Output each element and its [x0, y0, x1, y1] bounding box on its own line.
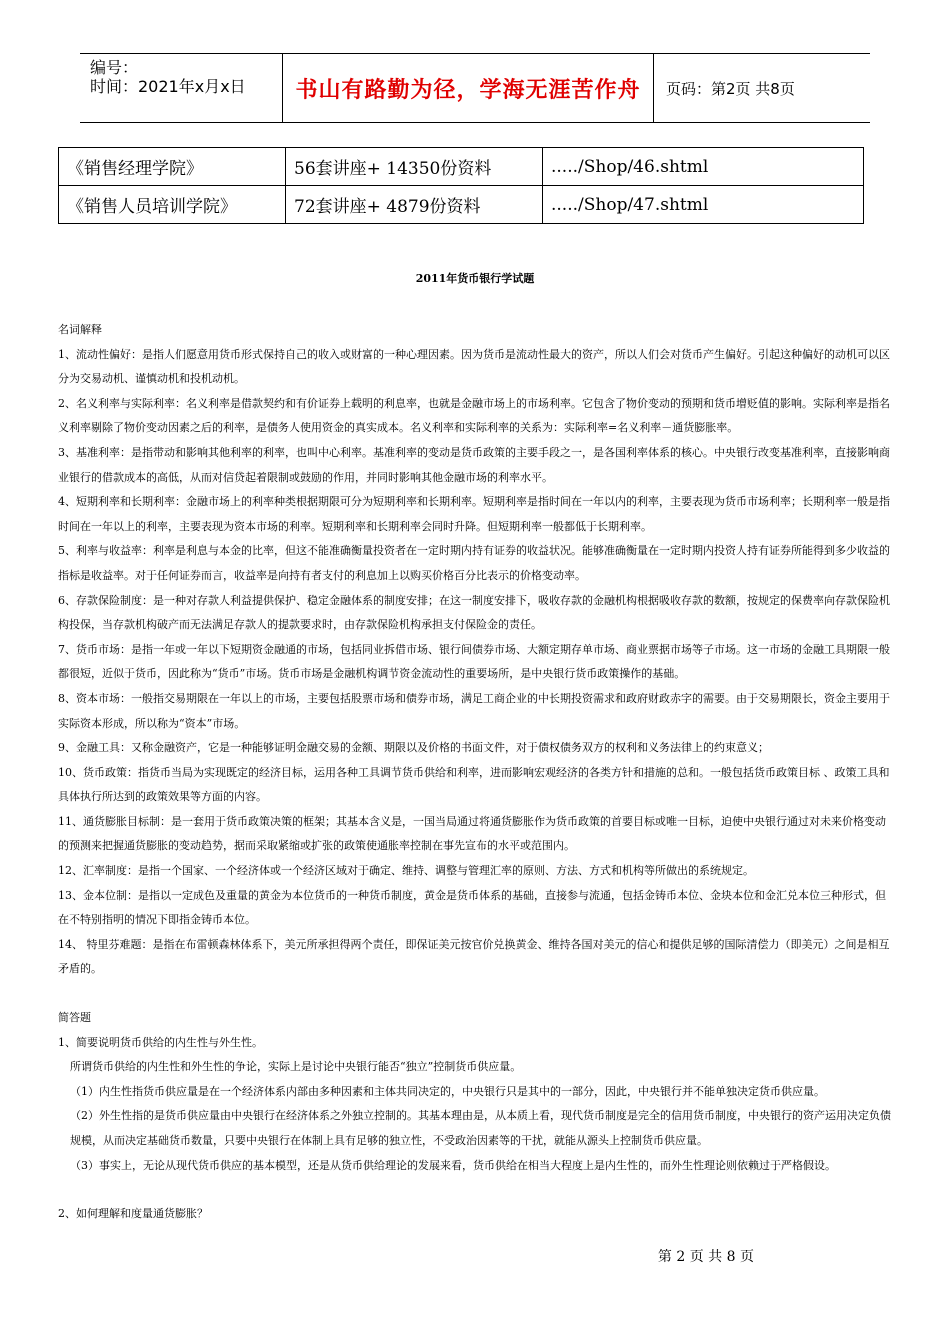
list-item: 4、短期利率和长期利率：金融市场上的利率种类根据期限可分为短期利率和长期利率。短期利率是指时间在一年以内的利率，主要表现为货币市场利率；长期利率一般是指时间在一年以上的利率，主要表现为资本市场的利率。短期利率和长期利率会同时升降。但短期利率一般都低于长期利率。	[58, 495, 890, 533]
resource-link[interactable]: ...../Shop/46.shtml	[543, 148, 864, 186]
resource-link[interactable]: ...../Shop/47.shtml	[543, 186, 864, 224]
answer-paragraph: （1）内生性指货币供应量是在一个经济体系内部由多种因素和主体共同决定的，中央银行只是其中的一部分，因此，中央银行并不能单独决定货币供应量。	[70, 1084, 825, 1098]
answer-paragraph: （2）外生性指的是货币供应量由中央银行在经济体系之外独立控制的。其基本理由是，从本质上看，现代货币制度是完全的信用货币制度，中央银行的资产运用决定负债规模，从而决定基础货币数量，只要中央银行在体制上具有足够的独立性，不受政治因素等的干扰，就能从源头上控制货币供应量。	[70, 1109, 891, 1147]
list-item: 8、资本市场：一般指交易期限在一年以上的市场，主要包括股票市场和债券市场，满足工商企业的中长期投资需求和政府财政赤字的需要。由于交易期限长，资金主要用于实际资本形成，所以称为“资本”市场。	[58, 691, 890, 730]
list-item: 9、金融工具：又称金融资产，它是一种能够证明金融交易的金额、期限以及价格的书面文件，对于债权债务双方的权利和义务法律上的约束意义；	[58, 741, 769, 755]
header-motto: 书山有路勤为径，学海无涯苦作舟	[282, 54, 654, 122]
list-item: 7、货币市场：是指一年或一年以下短期资金融通的市场，包括同业拆借市场、银行间债券市场、大额定期存单市场、商业票据市场等子市场。这一市场的金融工具期限一般都很短，近似于货币，因此称为“货币”市场。货币市场是金融机构调节资金流动性的重要场所，是中央银行货币政策操作的基础。	[58, 642, 890, 681]
page-header	[80, 53, 870, 123]
answer-paragraph: 所谓货币供给的内生性和外生性的争论，实际上是讨论中央银行能否“独立”控制货币供应量。	[70, 1060, 522, 1074]
document-title: 2011年货币银行学试题	[415, 272, 535, 285]
question: 2、如何理解和度量通货膨胀？	[58, 1207, 208, 1221]
question: 1、简要说明货币供给的内生性与外生性。	[58, 1035, 263, 1049]
header-page-info: 页码：第2页 共8页	[666, 79, 795, 98]
list-item: 5、利率与收益率：利率是利息与本金的比率，但这不能准确衡量投资者在一定时期内持有证券的收益状况。能够准确衡量在一定时期内投资人持有证券所能得到多少收益的指标是收益率。对于任何证券而言，收益率是向持有者支付的利息加上以购买价格百分比表示的价格变动率。	[58, 544, 890, 582]
resource-content: 72套讲座+ 4879份资料	[286, 186, 543, 224]
number-label: 编号：	[90, 58, 139, 77]
resource-name: 《销售人员培训学院》	[59, 186, 286, 224]
list-item: 11、通货膨胀目标制：是一套用于货币政策决策的框架；其基本含义是，一国当局通过将通货膨胀作为货币政策的首要目标或唯一目标，迫使中央银行通过对未来价格变动的预测来把握通货膨胀的变动趋势，据而采取紧缩或扩张的政策使通胀率控制在事先宣布的水平或范围内。	[58, 814, 886, 853]
table-row	[59, 148, 864, 186]
list-item: 13、金本位制：是指以一定成色及重量的黄金为本位货币的一种货币制度，黄金是货币体系的基础，直接参与流通，包括金铸币本位、金块本位和金汇兑本位三种形式，但在不特别指明的情况下即指金铸币本位。	[58, 888, 886, 927]
resource-name: 《销售经理学院》	[59, 148, 286, 186]
section-heading: 简答题	[58, 1011, 91, 1025]
resource-content: 56套讲座+ 14350份资料	[286, 148, 543, 186]
table-row	[59, 186, 864, 224]
time-label: 时间：2021年x月x日	[90, 77, 246, 96]
list-item: 12、汇率制度：是指一个国家、一个经济体或一个经济区域对于确定、维持、调整与管理汇率的原则、方法、方式和机构等所做出的系统规定。	[58, 864, 754, 878]
list-item: 6、存款保险制度：是一种对存款人利益提供保护、稳定金融体系的制度安排；在这一制度安排下，吸收存款的金融机构根据吸收存款的数额，按规定的保费率向存款保险机构投保，当存款机构破产而无法满足存款人的提款要求时，由存款保险机构承担支付保险金的责任。	[58, 593, 890, 632]
header-meta	[80, 54, 282, 122]
section-heading: 名词解释	[58, 323, 102, 336]
resource-table	[58, 147, 864, 224]
list-item: 14、 特里芬难题：是指在布雷顿森林体系下，美元所承担得两个责任，即保证美元按官价兑换黄金、维持各国对美元的信心和提供足够的国际清偿力（即美元）之间是相互矛盾的。	[58, 937, 890, 976]
list-item: 1、流动性偏好：是指人们愿意用货币形式保持自己的收入或财富的一种心理因素。因为货币是流动性最大的资产，所以人们会对货币产生偏好。引起这种偏好的动机可以区分为交易动机、谨慎动机和投机动机。	[58, 347, 890, 386]
list-item: 2、名义利率与实际利率：名义利率是借款契约和有价证券上载明的利息率，也就是金融市场上的市场利率。它包含了物价变动的预期和货币增贬值的影响。实际利率是指名义利率剔除了物价变动因素之后的利率，是债务人使用资金的真实成本。名义利率和实际利率的关系为：实际利率=名义利率－通货膨胀率。	[58, 396, 890, 435]
answer-paragraph: （3）事实上，无论从现代货币供应的基本模型，还是从货币供给理论的发展来看，货币供给在相当大程度上是内生性的，而外生性理论则依赖过于严格假设。	[70, 1158, 836, 1172]
list-item: 3、基准利率：是指带动和影响其他利率的利率，也叫中心利率。基准利率的变动是货币政策的主要手段之一，是各国利率体系的核心。中央银行改变基准利率，直接影响商业银行的借款成本的高低，从而对信贷起着限制或鼓励的作用，并同时影响其他金融市场的利率水平。	[58, 445, 890, 484]
document-body	[58, 318, 894, 1227]
page-footer: 第 2 页 共 8 页	[657, 1249, 754, 1265]
list-item: 10、货币政策：指货币当局为实现既定的经济目标，运用各种工具调节货币供给和利率，进而影响宏观经济的各类方针和措施的总和。一般包括货币政策目标 、政策工具和具体执行所达到的政策效果等方面的内容。	[58, 765, 890, 804]
